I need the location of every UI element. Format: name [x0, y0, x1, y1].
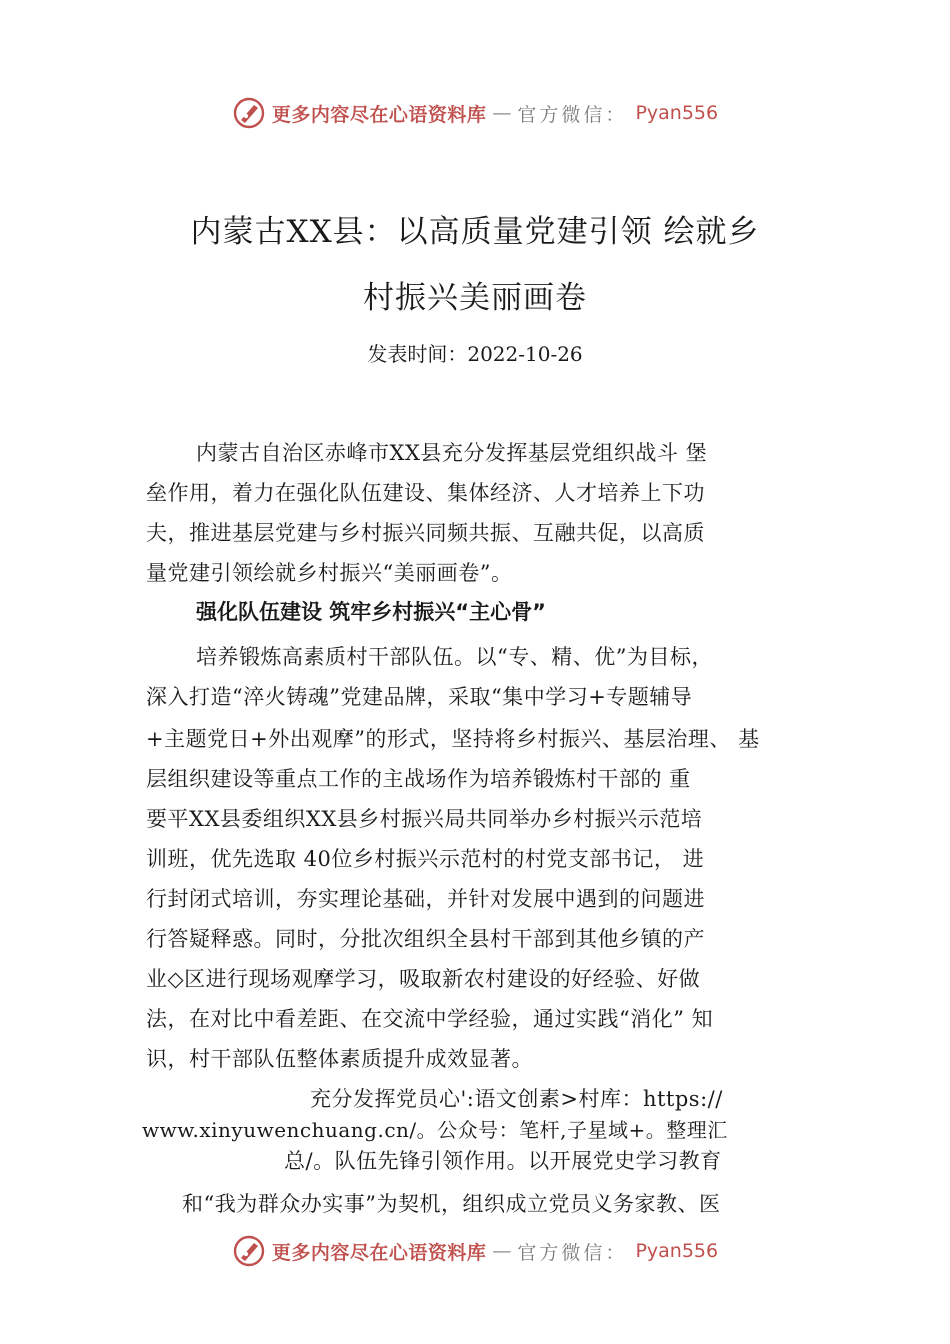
- paragraph2-line: 识，村干部队伍整体素质提升成效显著。: [146, 1047, 533, 1071]
- paragraph2-line: 训班，优先选取 40位乡村振兴示范村的村党支部书记， 进: [146, 847, 705, 871]
- banner-wechat-id: Pyan556: [635, 102, 719, 124]
- paragraph2-line: 要平XX县委组织XX县乡村振兴局共同举办乡村振兴示范培: [146, 807, 703, 831]
- paragraph2-line: 法，在对比中看差距、在交流中学经验，通过实践“消化” 知: [146, 1007, 714, 1031]
- header-banner: [0, 96, 950, 130]
- paragraph1-line: 垒作用，着力在强化队伍建设、集体经济、人才培养上下功: [146, 481, 705, 505]
- banner-wechat-id: Pyan556: [635, 1240, 719, 1262]
- paragraph2-line: +主题党日+外出观摩”的形式，坚持将乡村振兴、基层治理、 基: [146, 727, 760, 751]
- paragraph2-line: 行封闭式培训，夯实理论基础，并针对发展中遇到的问题进: [146, 887, 705, 911]
- paragraph2-line: 层组织建设等重点工作的主战场作为培养锻炼村干部的 重: [146, 767, 691, 791]
- paragraph1-line: 夫，推进基层党建与乡村振兴同频共振、互融共促，以高质: [146, 521, 705, 545]
- paragraph3-line: 充分发挥党员心':语文创素>村库：https://: [310, 1087, 723, 1111]
- publish-date: 发表时间：2022-10-26: [367, 342, 583, 366]
- paragraph1-line: 内蒙古自治区赤峰市XX县充分发挥基层党组织战斗 堡: [196, 441, 708, 465]
- section-heading: 强化队伍建设 筑牢乡村振兴“主心骨”: [196, 600, 546, 624]
- banner-dash: —: [492, 1240, 512, 1262]
- banner-title: 更多内容尽在心语资料库: [271, 103, 487, 126]
- paragraph3-line: 和“我为群众办实事”为契机，组织成立党员义务家教、医: [182, 1192, 721, 1216]
- paragraph3-line: www.xinyuwenchuang.cn/。公众号：笔杆,子星域+。整理汇: [142, 1118, 728, 1142]
- banner-wechat-label: 官方微信：: [517, 103, 628, 126]
- banner-title: 更多内容尽在心语资料库: [271, 1241, 487, 1264]
- banner-wechat-label: 官方微信：: [517, 1241, 628, 1264]
- pen-logo-icon: [232, 96, 266, 130]
- footer-banner: [0, 1234, 950, 1268]
- paragraph2-line: 业◇区进行现场观摩学习，吸取新农村建设的好经验、好做: [146, 967, 701, 991]
- paragraph2-line: 深入打造“淬火铸魂”党建品牌，采取“集中学习+专题辅导: [146, 685, 693, 709]
- paragraph3-line: 总/。队伍先锋引领作用。以开展党史学习教育: [284, 1149, 722, 1173]
- pen-logo-icon: [232, 1234, 266, 1268]
- article-title-line2: 村振兴美丽画卷: [363, 280, 587, 316]
- paragraph2-line: 培养锻炼高素质村干部队伍。以“专、精、优”为目标，: [196, 645, 713, 669]
- article-title-line1: 内蒙古XX县：以高质量党建引领 绘就乡: [190, 214, 760, 250]
- paragraph2-line: 行答疑释惑。同时，分批次组织全县村干部到其他乡镇的产: [146, 927, 705, 951]
- paragraph1-line: 量党建引领绘就乡村振兴“美丽画卷”。: [146, 561, 513, 585]
- banner-dash: —: [492, 102, 512, 124]
